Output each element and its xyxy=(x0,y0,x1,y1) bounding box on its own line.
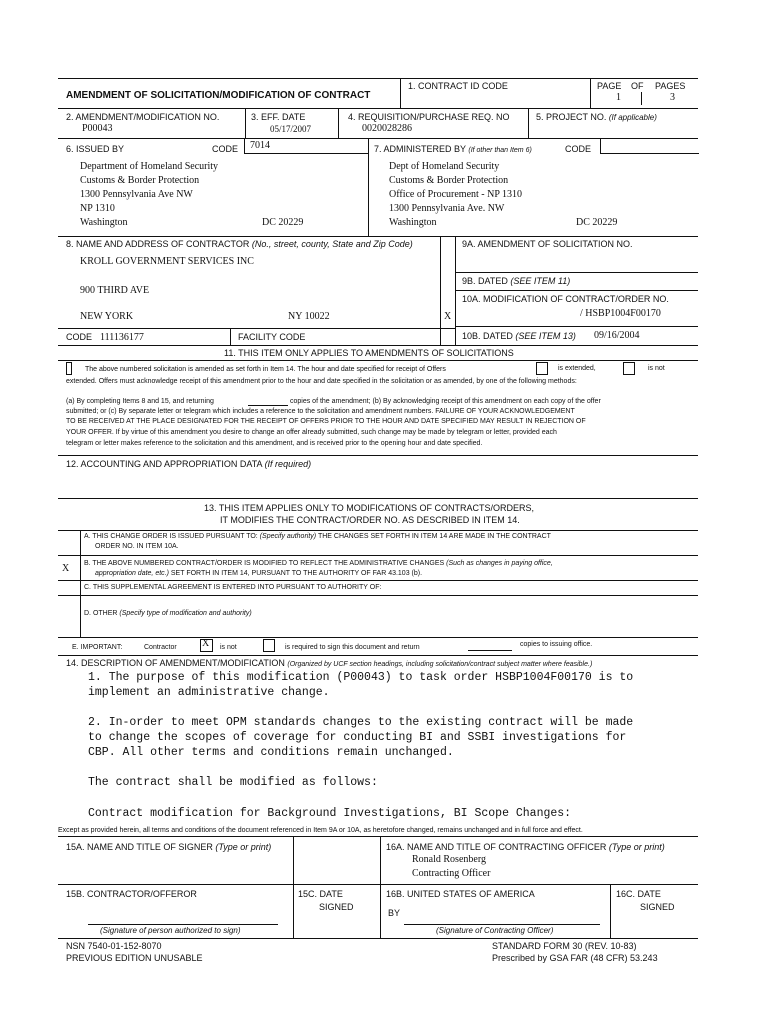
item11-para-line: TO BE RECEIVED AT THE PLACE DESIGNATED FOR THE RECEIPT OF OFFERS PRIOR TO THE HOUR AND DATE SPECIFIED MAY RESULT IN REJECTION OF xyxy=(66,418,586,425)
project-no-label xyxy=(536,112,657,123)
issued-line: Washington xyxy=(80,217,128,228)
item15c-label1: 15C. DATE xyxy=(298,889,343,899)
page-value: 1 xyxy=(616,92,621,103)
rule xyxy=(455,272,698,273)
rule xyxy=(641,92,642,105)
rule xyxy=(455,290,698,291)
footer-previous-edition: PREVIOUS EDITION UNUSABLE xyxy=(66,953,203,963)
rule xyxy=(58,328,455,329)
item11-line2: extended. Offers must acknowledge receipt of this amendment prior to the hour and date specified in the solicitation or as amended, by one of the following methods: xyxy=(66,378,577,385)
requisition-value: 0020028286 xyxy=(362,123,412,134)
item10b-note: (SEE ITEM 13) xyxy=(515,331,576,341)
rule xyxy=(610,884,611,938)
item13a-line1 xyxy=(84,532,551,541)
item13a-text: A. THIS CHANGE ORDER IS ISSUED PURSUANT TO: xyxy=(84,533,258,540)
item15b-label: 15B. CONTRACTOR/OFFEROR xyxy=(66,889,197,899)
rule xyxy=(58,78,698,79)
project-no-note: (If applicable) xyxy=(608,113,657,122)
description-line: Contract modification for Background Investigations, BI Scope Changes: xyxy=(88,807,572,820)
item11-para-b: copies of the amendment; (b) By acknowledging receipt of this amendment on each copy of the offer xyxy=(290,398,601,405)
item12-label xyxy=(66,459,311,470)
rule xyxy=(455,326,698,327)
description-line: to change the scopes of coverage for conducting BI and SSBI investigations for xyxy=(88,731,627,744)
item10a-value: / HSBP1004F00170 xyxy=(580,308,661,319)
is-not-text: is not xyxy=(648,365,665,372)
administered-line: Office of Procurement - NP 1310 xyxy=(389,189,523,200)
officer-title: Contracting Officer xyxy=(412,868,491,879)
copies-blank xyxy=(248,405,288,406)
item15a-note: (Type or print) xyxy=(215,842,272,852)
contractor-label xyxy=(66,239,413,250)
extended-checkbox[interactable] xyxy=(536,362,548,375)
rule xyxy=(293,836,294,938)
rule xyxy=(590,78,591,108)
item13b-text: B. THE ABOVE NUMBERED CONTRACT/ORDER IS MODIFIED TO REFLECT THE ADMINISTRATIVE CHANGES xyxy=(84,560,445,567)
item9b-label xyxy=(462,276,570,287)
not-extended-checkbox[interactable] xyxy=(623,362,635,375)
rule xyxy=(58,236,698,237)
rule xyxy=(58,595,698,596)
contractor-code-label: CODE xyxy=(66,332,93,342)
issued-line: NP 1310 xyxy=(80,203,115,214)
amendment-no-value: P00043 xyxy=(82,123,113,134)
rule xyxy=(230,328,231,345)
item16a-note: (Type or print) xyxy=(608,842,665,852)
rule xyxy=(440,236,441,345)
contractor-name: KROLL GOVERNMENT SERVICES INC xyxy=(80,256,254,267)
contractor-state-zip: NY 10022 xyxy=(288,311,330,322)
except-clause: Except as provided herein, all terms and conditions of the document referenced in Item 9A or 10A, as heretofore changed, remains unchanged and in full force and effect. xyxy=(58,827,583,834)
signature-line xyxy=(404,924,600,925)
amendment-no-label: 2. AMENDMENT/MODIFICATION NO. xyxy=(66,112,220,122)
administered-line: Customs & Border Protection xyxy=(389,175,509,186)
officer-name: Ronald Rosenberg xyxy=(412,854,486,865)
description-line: implement an administrative change. xyxy=(88,686,330,699)
of-label: OF xyxy=(631,81,644,91)
item11-checkbox[interactable] xyxy=(66,362,72,375)
item16b-label: 16B. UNITED STATES OF AMERICA xyxy=(386,889,535,899)
description-line: CBP. All other terms and conditions remain unchanged. xyxy=(88,746,454,759)
requisition-label: 4. REQUISITION/PURCHASE REQ. NO xyxy=(348,112,510,122)
important-is-required: is required to sign this document and return xyxy=(285,644,420,651)
item11-line1: The above numbered solicitation is amended as set forth in Item 14. The hour and date specified for receipt of Offers xyxy=(85,366,446,373)
item15b-signature-caption: (Signature of person authorized to sign) xyxy=(100,926,241,935)
rule xyxy=(455,236,456,345)
eff-date-label: 3. EFF. DATE xyxy=(251,112,306,122)
item10a-label: 10A. MODIFICATION OF CONTRACT/ORDER NO. xyxy=(462,294,669,304)
item10b-label xyxy=(462,331,576,342)
eff-date-value: 05/17/2007 xyxy=(270,124,312,134)
item13b-line1 xyxy=(84,559,553,568)
important-contractor: Contractor xyxy=(144,644,177,651)
item10b-text: 10B. DATED xyxy=(462,331,513,341)
rule xyxy=(400,78,401,108)
item10b-value: 09/16/2004 xyxy=(594,330,640,341)
contractor-code-value: 111136177 xyxy=(100,332,144,343)
rule xyxy=(58,938,698,939)
issued-code-label: CODE xyxy=(212,144,239,154)
item9a-label: 9A. AMENDMENT OF SOLICITATION NO. xyxy=(462,239,633,249)
description-line: 1. The purpose of this modification (P00043) to task order HSBP1004F00170 is to xyxy=(88,671,634,684)
issued-line: Customs & Border Protection xyxy=(80,175,200,186)
item16a-label xyxy=(386,842,665,853)
contractor-label-text: 8. NAME AND ADDRESS OF CONTRACTOR xyxy=(66,239,250,249)
contract-id-label: 1. CONTRACT ID CODE xyxy=(408,81,508,91)
contractor-city: NEW YORK xyxy=(80,311,134,322)
rule xyxy=(58,360,698,361)
rule xyxy=(58,345,698,346)
item13a-note: (Specify authority) xyxy=(259,533,317,540)
administered-line: Washington xyxy=(389,217,437,228)
item13-heading1: 13. THIS ITEM APPLIES ONLY TO MODIFICATIONS OF CONTRACTS/ORDERS, xyxy=(204,503,535,513)
item11-para-a: (a) By completing Items 8 and 15, and returning xyxy=(66,398,214,405)
item16b-by: BY xyxy=(388,908,401,918)
is-extended-text: is extended, xyxy=(558,365,596,372)
administered-note: (If other than Item 6) xyxy=(468,147,532,154)
item16a-text: 16A. NAME AND TITLE OF CONTRACTING OFFICER xyxy=(386,842,607,852)
rule xyxy=(380,836,381,938)
is-required-checkbox[interactable] xyxy=(263,639,275,652)
page-label: PAGE xyxy=(597,81,622,91)
item13d-note: (Specify type of modification and authority) xyxy=(119,610,252,617)
item13b-line2 xyxy=(95,569,422,578)
contractor-street: 900 THIRD AVE xyxy=(80,285,150,296)
pages-value: 3 xyxy=(670,92,675,103)
item11-para-line: submitted; or (c) By separate letter or telegram which includes a reference to the solicitation and amendment numbers. FAILURE OF YOUR ACKNOWLEDGEMENT xyxy=(66,408,575,415)
item16c-label1: 16C. DATE xyxy=(616,889,661,899)
rule xyxy=(58,655,698,656)
administered-state-zip: DC 20229 xyxy=(576,217,618,228)
item13a-line2: ORDER NO. IN ITEM 10A. xyxy=(95,543,179,550)
footer-standard-form: STANDARD FORM 30 (REV. 10-83) xyxy=(492,941,637,951)
item13d-line xyxy=(84,609,252,618)
important-is-not: is not xyxy=(220,644,237,651)
administered-code-label: CODE xyxy=(565,144,592,154)
issued-code-value: 7014 xyxy=(250,140,270,151)
item13b-text2: SET FORTH IN ITEM 14, PURSUANT TO THE AUTHORITY OF FAR 43.103 (b). xyxy=(170,570,423,577)
form-title: AMENDMENT OF SOLICITATION/MODIFICATION OF CONTRACT xyxy=(66,90,371,101)
administered-line: 1300 Pennsylvania Ave. NW xyxy=(389,203,505,214)
item9b-text: 9B. DATED xyxy=(462,276,508,286)
rule xyxy=(58,637,698,638)
item15c-label2: SIGNED xyxy=(319,902,354,912)
important-copies: copies to issuing office. xyxy=(520,641,593,648)
item11-heading: 11. THIS ITEM ONLY APPLIES TO AMENDMENTS OF SOLICITATIONS xyxy=(224,348,514,358)
administered-line: Dept of Homeland Security xyxy=(389,161,500,172)
item12-text: 12. ACCOUNTING AND APPROPRIATION DATA xyxy=(66,459,263,469)
rule xyxy=(245,108,246,138)
rule xyxy=(58,555,698,556)
item14-note: (Organized by UCF section headings, including solicitation/contract subject matter where feasible.) xyxy=(287,661,593,668)
facility-code-label: FACILITY CODE xyxy=(238,332,306,342)
item13a-text2: THE CHANGES SET FORTH IN ITEM 14 ARE MADE IN THE CONTRACT xyxy=(317,533,551,540)
item16c-label2: SIGNED xyxy=(640,902,675,912)
footer-nsn: NSN 7540-01-152-8070 xyxy=(66,941,162,951)
item13b-note: (Such as changes in paying office, xyxy=(446,560,553,567)
item13c-line: C. THIS SUPPLEMENTAL AGREEMENT IS ENTERED INTO PURSUANT TO AUTHORITY OF: xyxy=(84,584,382,591)
item14-text: 14. DESCRIPTION OF AMENDMENT/MODIFICATION xyxy=(66,658,285,668)
item15a-label xyxy=(66,842,271,853)
administered-code-box xyxy=(600,139,699,154)
rule xyxy=(58,580,698,581)
rule xyxy=(58,455,698,456)
item11-para-line: YOUR OFFER. If by virtue of this amendment you desire to change an offer already submitted, such change may be made by telegram or letter, provided each xyxy=(66,429,557,436)
copies-blank xyxy=(468,650,512,651)
issued-line: 1300 Pennsylvania Ave NW xyxy=(80,189,193,200)
issued-line: Department of Homeland Security xyxy=(80,161,219,172)
footer-prescribed-by: Prescribed by GSA FAR (48 CFR) 53.243 xyxy=(492,953,658,963)
item16b-signature-caption: (Signature of Contracting Officer) xyxy=(436,926,554,935)
item14-label xyxy=(66,658,592,669)
pages-label: PAGES xyxy=(655,81,686,91)
contractor-note: (No., street, county, State and Zip Code) xyxy=(251,239,413,249)
administered-by-label xyxy=(374,144,532,155)
important-label: E. IMPORTANT: xyxy=(72,644,123,651)
rule xyxy=(58,836,698,837)
item13b-note2: appropriation date, etc.) xyxy=(95,570,169,577)
item12-note: (If required) xyxy=(264,459,312,469)
item11-para-line: telegram or letter makes reference to the solicitation and this amendment, and is received prior to the opening hour and date specified. xyxy=(66,440,483,447)
rule xyxy=(58,108,698,109)
description-line: 2. In-order to meet OPM standards changes to the existing contract will be made xyxy=(88,716,634,729)
rule xyxy=(58,884,698,885)
item13-heading2: IT MODIFIES THE CONTRACT/ORDER NO. AS DESCRIBED IN ITEM 14. xyxy=(220,515,520,525)
rule xyxy=(528,108,529,138)
description-line: The contract shall be modified as follows: xyxy=(88,776,378,789)
issued-by-label: 6. ISSUED BY xyxy=(66,144,125,154)
signature-line xyxy=(88,924,278,925)
item15a-text: 15A. NAME AND TITLE OF SIGNER xyxy=(66,842,213,852)
rule xyxy=(58,530,698,531)
item13d-text: D. OTHER xyxy=(84,610,118,617)
project-no-text: 5. PROJECT NO. xyxy=(536,112,607,122)
rule xyxy=(80,530,81,637)
item13b-mark: X xyxy=(62,563,70,574)
item9b-note: (SEE ITEM 11) xyxy=(510,276,571,286)
rule xyxy=(58,498,698,499)
administered-by-text: 7. ADMINISTERED BY xyxy=(374,144,466,154)
item10-check-mark: X xyxy=(444,311,452,322)
is-not-mark: X xyxy=(202,638,210,649)
issued-state-zip: DC 20229 xyxy=(262,217,304,228)
rule xyxy=(338,108,339,138)
